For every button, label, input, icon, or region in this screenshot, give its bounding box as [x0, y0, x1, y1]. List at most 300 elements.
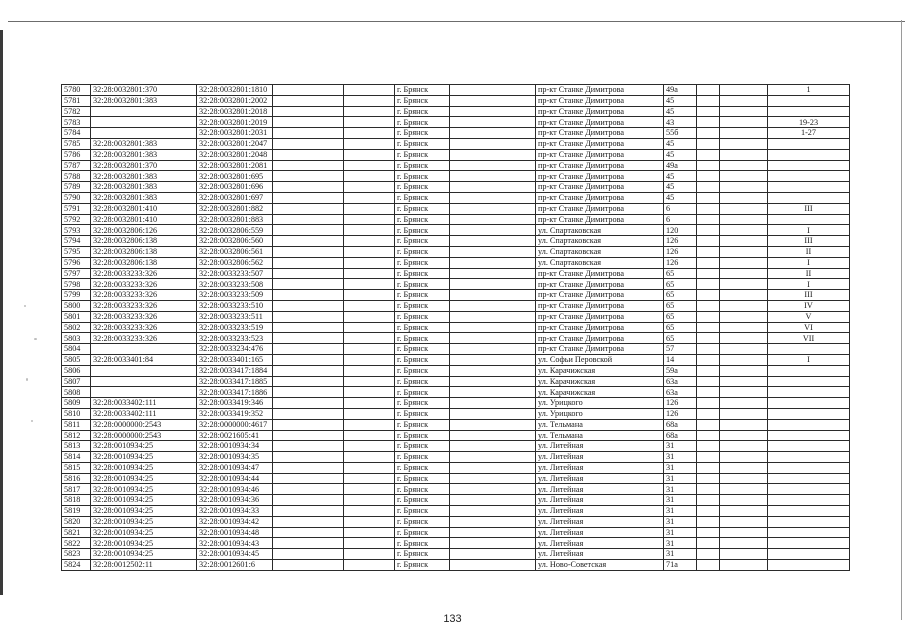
- table-row: [62, 257, 850, 268]
- city-cell: г. Брянск: [395, 430, 450, 441]
- table-row: [62, 452, 850, 463]
- empty-cell: [720, 419, 768, 430]
- table-row: [62, 128, 850, 139]
- city-cell: г. Брянск: [395, 203, 450, 214]
- object-cadastral-number-cell: 32:28:0032806:559: [197, 225, 273, 236]
- house-number-cell: 120: [664, 225, 697, 236]
- object-cadastral-number-cell: 32:28:0010934:34: [197, 441, 273, 452]
- empty-cell: [273, 214, 344, 225]
- land-cadastral-number-cell: [91, 344, 197, 355]
- row-number-cell: 5815: [62, 462, 91, 473]
- empty-cell: [450, 560, 536, 571]
- empty-cell: [450, 462, 536, 473]
- house-number-cell: 31: [664, 484, 697, 495]
- city-cell: г. Брянск: [395, 246, 450, 257]
- empty-cell: [344, 279, 395, 290]
- land-cadastral-number-cell: 32:28:0032806:138: [91, 246, 197, 257]
- city-cell: г. Брянск: [395, 138, 450, 149]
- land-cadastral-number-cell: 32:28:0012502:11: [91, 560, 197, 571]
- empty-cell: [697, 246, 720, 257]
- city-cell: г. Брянск: [395, 192, 450, 203]
- row-number-cell: 5822: [62, 538, 91, 549]
- object-cadastral-number-cell: 32:28:0012601:6: [197, 560, 273, 571]
- empty-cell: [344, 441, 395, 452]
- object-cadastral-number-cell: 32:28:0033233:510: [197, 300, 273, 311]
- empty-cell: [450, 527, 536, 538]
- land-cadastral-number-cell: 32:28:0032801:383: [91, 149, 197, 160]
- premises-number-cell: [768, 484, 850, 495]
- table-row: [62, 236, 850, 247]
- street-cell: ул. Урицкого: [536, 398, 664, 409]
- house-number-cell: 65: [664, 290, 697, 301]
- empty-cell: [273, 441, 344, 452]
- empty-cell: [344, 203, 395, 214]
- table-row: [62, 484, 850, 495]
- empty-cell: [720, 430, 768, 441]
- row-number-cell: 5801: [62, 311, 91, 322]
- premises-number-cell: II: [768, 246, 850, 257]
- city-cell: г. Брянск: [395, 322, 450, 333]
- row-number-cell: 5806: [62, 365, 91, 376]
- premises-number-cell: [768, 138, 850, 149]
- empty-cell: [344, 560, 395, 571]
- table-row: [62, 225, 850, 236]
- empty-cell: [697, 441, 720, 452]
- empty-cell: [720, 268, 768, 279]
- empty-cell: [273, 419, 344, 430]
- object-cadastral-number-cell: 32:28:0033233:507: [197, 268, 273, 279]
- object-cadastral-number-cell: 32:28:0010934:43: [197, 538, 273, 549]
- empty-cell: [697, 117, 720, 128]
- city-cell: г. Брянск: [395, 516, 450, 527]
- empty-cell: [344, 495, 395, 506]
- object-cadastral-number-cell: 32:28:0033417:1884: [197, 365, 273, 376]
- premises-number-cell: 1-27: [768, 128, 850, 139]
- street-cell: пр-кт Станке Димитрова: [536, 85, 664, 96]
- row-number-cell: 5796: [62, 257, 91, 268]
- house-number-cell: 45: [664, 106, 697, 117]
- empty-cell: [697, 516, 720, 527]
- empty-cell: [344, 128, 395, 139]
- empty-cell: [273, 128, 344, 139]
- empty-cell: [450, 408, 536, 419]
- premises-number-cell: III: [768, 236, 850, 247]
- city-cell: г. Брянск: [395, 354, 450, 365]
- empty-cell: [450, 279, 536, 290]
- empty-cell: [720, 171, 768, 182]
- object-cadastral-number-cell: 32:28:0033233:523: [197, 333, 273, 344]
- street-cell: ул. Литейная: [536, 441, 664, 452]
- empty-cell: [720, 192, 768, 203]
- street-cell: пр-кт Станке Димитрова: [536, 300, 664, 311]
- house-number-cell: 126: [664, 246, 697, 257]
- street-cell: пр-кт Станке Димитрова: [536, 95, 664, 106]
- row-number-cell: 5786: [62, 149, 91, 160]
- empty-cell: [273, 538, 344, 549]
- table-row: [62, 171, 850, 182]
- street-cell: пр-кт Станке Димитрова: [536, 117, 664, 128]
- land-cadastral-number-cell: 32:28:0032801:383: [91, 171, 197, 182]
- table-row: [62, 365, 850, 376]
- row-number-cell: 5793: [62, 225, 91, 236]
- empty-cell: [697, 268, 720, 279]
- object-cadastral-number-cell: 32:28:0033233:511: [197, 311, 273, 322]
- empty-cell: [273, 549, 344, 560]
- city-cell: г. Брянск: [395, 171, 450, 182]
- empty-cell: [450, 398, 536, 409]
- house-number-cell: 126: [664, 408, 697, 419]
- house-number-cell: 65: [664, 300, 697, 311]
- house-number-cell: 126: [664, 236, 697, 247]
- scan-speck: [34, 338, 37, 340]
- empty-cell: [450, 333, 536, 344]
- empty-cell: [697, 538, 720, 549]
- empty-cell: [344, 171, 395, 182]
- premises-number-cell: [768, 398, 850, 409]
- street-cell: пр-кт Станке Димитрова: [536, 160, 664, 171]
- row-number-cell: 5803: [62, 333, 91, 344]
- empty-cell: [344, 311, 395, 322]
- empty-cell: [697, 430, 720, 441]
- empty-cell: [273, 149, 344, 160]
- empty-cell: [273, 560, 344, 571]
- empty-cell: [697, 527, 720, 538]
- street-cell: ул. Карачижская: [536, 376, 664, 387]
- table-row: [62, 95, 850, 106]
- premises-number-cell: I: [768, 279, 850, 290]
- land-cadastral-number-cell: 32:28:0032801:383: [91, 182, 197, 193]
- empty-cell: [697, 419, 720, 430]
- house-number-cell: 126: [664, 257, 697, 268]
- object-cadastral-number-cell: 32:28:0033233:508: [197, 279, 273, 290]
- street-cell: ул. Тельмана: [536, 419, 664, 430]
- premises-number-cell: I: [768, 257, 850, 268]
- table-row: [62, 279, 850, 290]
- empty-cell: [273, 408, 344, 419]
- table-row: [62, 333, 850, 344]
- city-cell: г. Брянск: [395, 214, 450, 225]
- object-cadastral-number-cell: 32:28:0032801:2048: [197, 149, 273, 160]
- row-number-cell: 5805: [62, 354, 91, 365]
- street-cell: пр-кт Станке Димитрова: [536, 268, 664, 279]
- premises-number-cell: [768, 106, 850, 117]
- empty-cell: [344, 95, 395, 106]
- premises-number-cell: II: [768, 268, 850, 279]
- empty-cell: [273, 473, 344, 484]
- empty-cell: [720, 322, 768, 333]
- empty-cell: [344, 117, 395, 128]
- empty-cell: [450, 311, 536, 322]
- row-number-cell: 5810: [62, 408, 91, 419]
- table-row: [62, 560, 850, 571]
- premises-number-cell: [768, 376, 850, 387]
- empty-cell: [450, 106, 536, 117]
- table-row: [62, 549, 850, 560]
- empty-cell: [720, 203, 768, 214]
- premises-number-cell: [768, 95, 850, 106]
- empty-cell: [720, 549, 768, 560]
- row-number-cell: 5813: [62, 441, 91, 452]
- table-row: [62, 160, 850, 171]
- empty-cell: [720, 365, 768, 376]
- premises-number-cell: IV: [768, 300, 850, 311]
- land-cadastral-number-cell: 32:28:0032801:383: [91, 95, 197, 106]
- empty-cell: [697, 182, 720, 193]
- table-row: [62, 192, 850, 203]
- row-number-cell: 5814: [62, 452, 91, 463]
- object-cadastral-number-cell: 32:28:0032801:2018: [197, 106, 273, 117]
- empty-cell: [344, 527, 395, 538]
- land-cadastral-number-cell: 32:28:0010934:25: [91, 495, 197, 506]
- table-row: [62, 290, 850, 301]
- premises-number-cell: V: [768, 311, 850, 322]
- object-cadastral-number-cell: 32:28:0032801:697: [197, 192, 273, 203]
- street-cell: пр-кт Станке Димитрова: [536, 106, 664, 117]
- empty-cell: [450, 441, 536, 452]
- premises-number-cell: III: [768, 290, 850, 301]
- empty-cell: [450, 419, 536, 430]
- empty-cell: [697, 106, 720, 117]
- empty-cell: [273, 268, 344, 279]
- city-cell: г. Брянск: [395, 268, 450, 279]
- table-row: [62, 430, 850, 441]
- land-cadastral-number-cell: 32:28:0032801:383: [91, 138, 197, 149]
- empty-cell: [344, 300, 395, 311]
- empty-cell: [697, 387, 720, 398]
- empty-cell: [450, 452, 536, 463]
- premises-number-cell: [768, 516, 850, 527]
- table-row: [62, 419, 850, 430]
- empty-cell: [273, 311, 344, 322]
- object-cadastral-number-cell: 32:28:0032801:1810: [197, 85, 273, 96]
- land-cadastral-number-cell: 32:28:0010934:25: [91, 462, 197, 473]
- empty-cell: [450, 290, 536, 301]
- object-cadastral-number-cell: 32:28:0021605:41: [197, 430, 273, 441]
- city-cell: г. Брянск: [395, 376, 450, 387]
- premises-number-cell: VII: [768, 333, 850, 344]
- table-row: [62, 527, 850, 538]
- empty-cell: [273, 484, 344, 495]
- row-number-cell: 5809: [62, 398, 91, 409]
- land-cadastral-number-cell: 32:28:0033233:326: [91, 322, 197, 333]
- city-cell: г. Брянск: [395, 257, 450, 268]
- empty-cell: [697, 236, 720, 247]
- empty-cell: [720, 441, 768, 452]
- land-cadastral-number-cell: [91, 117, 197, 128]
- row-number-cell: 5781: [62, 95, 91, 106]
- empty-cell: [450, 430, 536, 441]
- object-cadastral-number-cell: 32:28:0010934:47: [197, 462, 273, 473]
- premises-number-cell: VI: [768, 322, 850, 333]
- empty-cell: [697, 203, 720, 214]
- empty-cell: [450, 225, 536, 236]
- land-cadastral-number-cell: 32:28:0000000:2543: [91, 419, 197, 430]
- street-cell: ул. Литейная: [536, 484, 664, 495]
- house-number-cell: 14: [664, 354, 697, 365]
- empty-cell: [273, 182, 344, 193]
- house-number-cell: 31: [664, 538, 697, 549]
- house-number-cell: 65: [664, 279, 697, 290]
- house-number-cell: 45: [664, 149, 697, 160]
- city-cell: г. Брянск: [395, 495, 450, 506]
- land-cadastral-number-cell: 32:28:0032806:138: [91, 236, 197, 247]
- empty-cell: [697, 279, 720, 290]
- empty-cell: [450, 128, 536, 139]
- empty-cell: [344, 387, 395, 398]
- object-cadastral-number-cell: 32:28:0010934:35: [197, 452, 273, 463]
- empty-cell: [697, 257, 720, 268]
- empty-cell: [450, 95, 536, 106]
- premises-number-cell: [768, 387, 850, 398]
- city-cell: г. Брянск: [395, 149, 450, 160]
- empty-cell: [720, 344, 768, 355]
- table-row: [62, 473, 850, 484]
- empty-cell: [344, 149, 395, 160]
- street-cell: ул. Карачижская: [536, 365, 664, 376]
- row-number-cell: 5799: [62, 290, 91, 301]
- house-number-cell: 65: [664, 333, 697, 344]
- empty-cell: [720, 95, 768, 106]
- empty-cell: [344, 257, 395, 268]
- house-number-cell: 45: [664, 95, 697, 106]
- object-cadastral-number-cell: 32:28:0033233:509: [197, 290, 273, 301]
- top-rule: [8, 21, 905, 22]
- table-row: [62, 538, 850, 549]
- empty-cell: [450, 516, 536, 527]
- city-cell: г. Брянск: [395, 506, 450, 517]
- object-cadastral-number-cell: 32:28:0032801:882: [197, 203, 273, 214]
- premises-number-cell: 1: [768, 85, 850, 96]
- empty-cell: [344, 354, 395, 365]
- house-number-cell: 65: [664, 322, 697, 333]
- object-cadastral-number-cell: 32:28:0032801:2081: [197, 160, 273, 171]
- premises-number-cell: [768, 160, 850, 171]
- street-cell: ул. Спартаковская: [536, 257, 664, 268]
- table-row: [62, 441, 850, 452]
- empty-cell: [720, 354, 768, 365]
- row-number-cell: 5791: [62, 203, 91, 214]
- empty-cell: [273, 192, 344, 203]
- empty-cell: [450, 495, 536, 506]
- empty-cell: [697, 214, 720, 225]
- empty-cell: [697, 344, 720, 355]
- empty-cell: [344, 408, 395, 419]
- empty-cell: [720, 300, 768, 311]
- empty-cell: [720, 408, 768, 419]
- land-cadastral-number-cell: 32:28:0033233:326: [91, 333, 197, 344]
- house-number-cell: 63а: [664, 376, 697, 387]
- empty-cell: [697, 484, 720, 495]
- empty-cell: [344, 344, 395, 355]
- empty-cell: [450, 376, 536, 387]
- table-row: [62, 268, 850, 279]
- row-number-cell: 5819: [62, 506, 91, 517]
- empty-cell: [450, 484, 536, 495]
- house-number-cell: 6: [664, 203, 697, 214]
- empty-cell: [697, 128, 720, 139]
- premises-number-cell: [768, 538, 850, 549]
- table-row: [62, 214, 850, 225]
- premises-number-cell: [768, 408, 850, 419]
- empty-cell: [273, 430, 344, 441]
- row-number-cell: 5823: [62, 549, 91, 560]
- house-number-cell: 45: [664, 171, 697, 182]
- premises-number-cell: 19-23: [768, 117, 850, 128]
- street-cell: ул. Ново-Советская: [536, 560, 664, 571]
- empty-cell: [344, 290, 395, 301]
- empty-cell: [720, 246, 768, 257]
- city-cell: г. Брянск: [395, 85, 450, 96]
- empty-cell: [720, 462, 768, 473]
- empty-cell: [720, 398, 768, 409]
- object-cadastral-number-cell: 32:28:0032801:2047: [197, 138, 273, 149]
- row-number-cell: 5790: [62, 192, 91, 203]
- object-cadastral-number-cell: 32:28:0033419:346: [197, 398, 273, 409]
- house-number-cell: 31: [664, 462, 697, 473]
- city-cell: г. Брянск: [395, 484, 450, 495]
- empty-cell: [697, 138, 720, 149]
- land-cadastral-number-cell: 32:28:0010934:25: [91, 516, 197, 527]
- premises-number-cell: [768, 473, 850, 484]
- table-row: [62, 117, 850, 128]
- table-row: [62, 311, 850, 322]
- empty-cell: [450, 257, 536, 268]
- land-cadastral-number-cell: 32:28:0032806:126: [91, 225, 197, 236]
- row-number-cell: 5811: [62, 419, 91, 430]
- empty-cell: [450, 387, 536, 398]
- street-cell: пр-кт Станке Димитрова: [536, 203, 664, 214]
- scan-right-edge: [901, 20, 902, 620]
- street-cell: ул. Литейная: [536, 473, 664, 484]
- city-cell: г. Брянск: [395, 160, 450, 171]
- house-number-cell: 49а: [664, 160, 697, 171]
- city-cell: г. Брянск: [395, 311, 450, 322]
- house-number-cell: 43: [664, 117, 697, 128]
- object-cadastral-number-cell: 32:28:0033233:519: [197, 322, 273, 333]
- land-cadastral-number-cell: 32:28:0010934:25: [91, 452, 197, 463]
- row-number-cell: 5802: [62, 322, 91, 333]
- object-cadastral-number-cell: 32:28:0010934:46: [197, 484, 273, 495]
- premises-number-cell: I: [768, 225, 850, 236]
- street-cell: пр-кт Станке Димитрова: [536, 128, 664, 139]
- table-row: [62, 408, 850, 419]
- row-number-cell: 5788: [62, 171, 91, 182]
- page-number: 133: [443, 613, 462, 625]
- row-number-cell: 5785: [62, 138, 91, 149]
- premises-number-cell: [768, 495, 850, 506]
- empty-cell: [344, 85, 395, 96]
- empty-cell: [344, 484, 395, 495]
- row-number-cell: 5812: [62, 430, 91, 441]
- table-row: [62, 354, 850, 365]
- street-cell: ул. Литейная: [536, 549, 664, 560]
- premises-number-cell: [768, 560, 850, 571]
- premises-number-cell: [768, 419, 850, 430]
- empty-cell: [697, 462, 720, 473]
- premises-number-cell: [768, 192, 850, 203]
- empty-cell: [697, 398, 720, 409]
- table-row: [62, 516, 850, 527]
- premises-number-cell: [768, 182, 850, 193]
- row-number-cell: 5824: [62, 560, 91, 571]
- row-number-cell: 5792: [62, 214, 91, 225]
- land-cadastral-number-cell: [91, 387, 197, 398]
- empty-cell: [273, 516, 344, 527]
- object-cadastral-number-cell: 32:28:0032801:695: [197, 171, 273, 182]
- empty-cell: [720, 160, 768, 171]
- empty-cell: [720, 484, 768, 495]
- city-cell: г. Брянск: [395, 344, 450, 355]
